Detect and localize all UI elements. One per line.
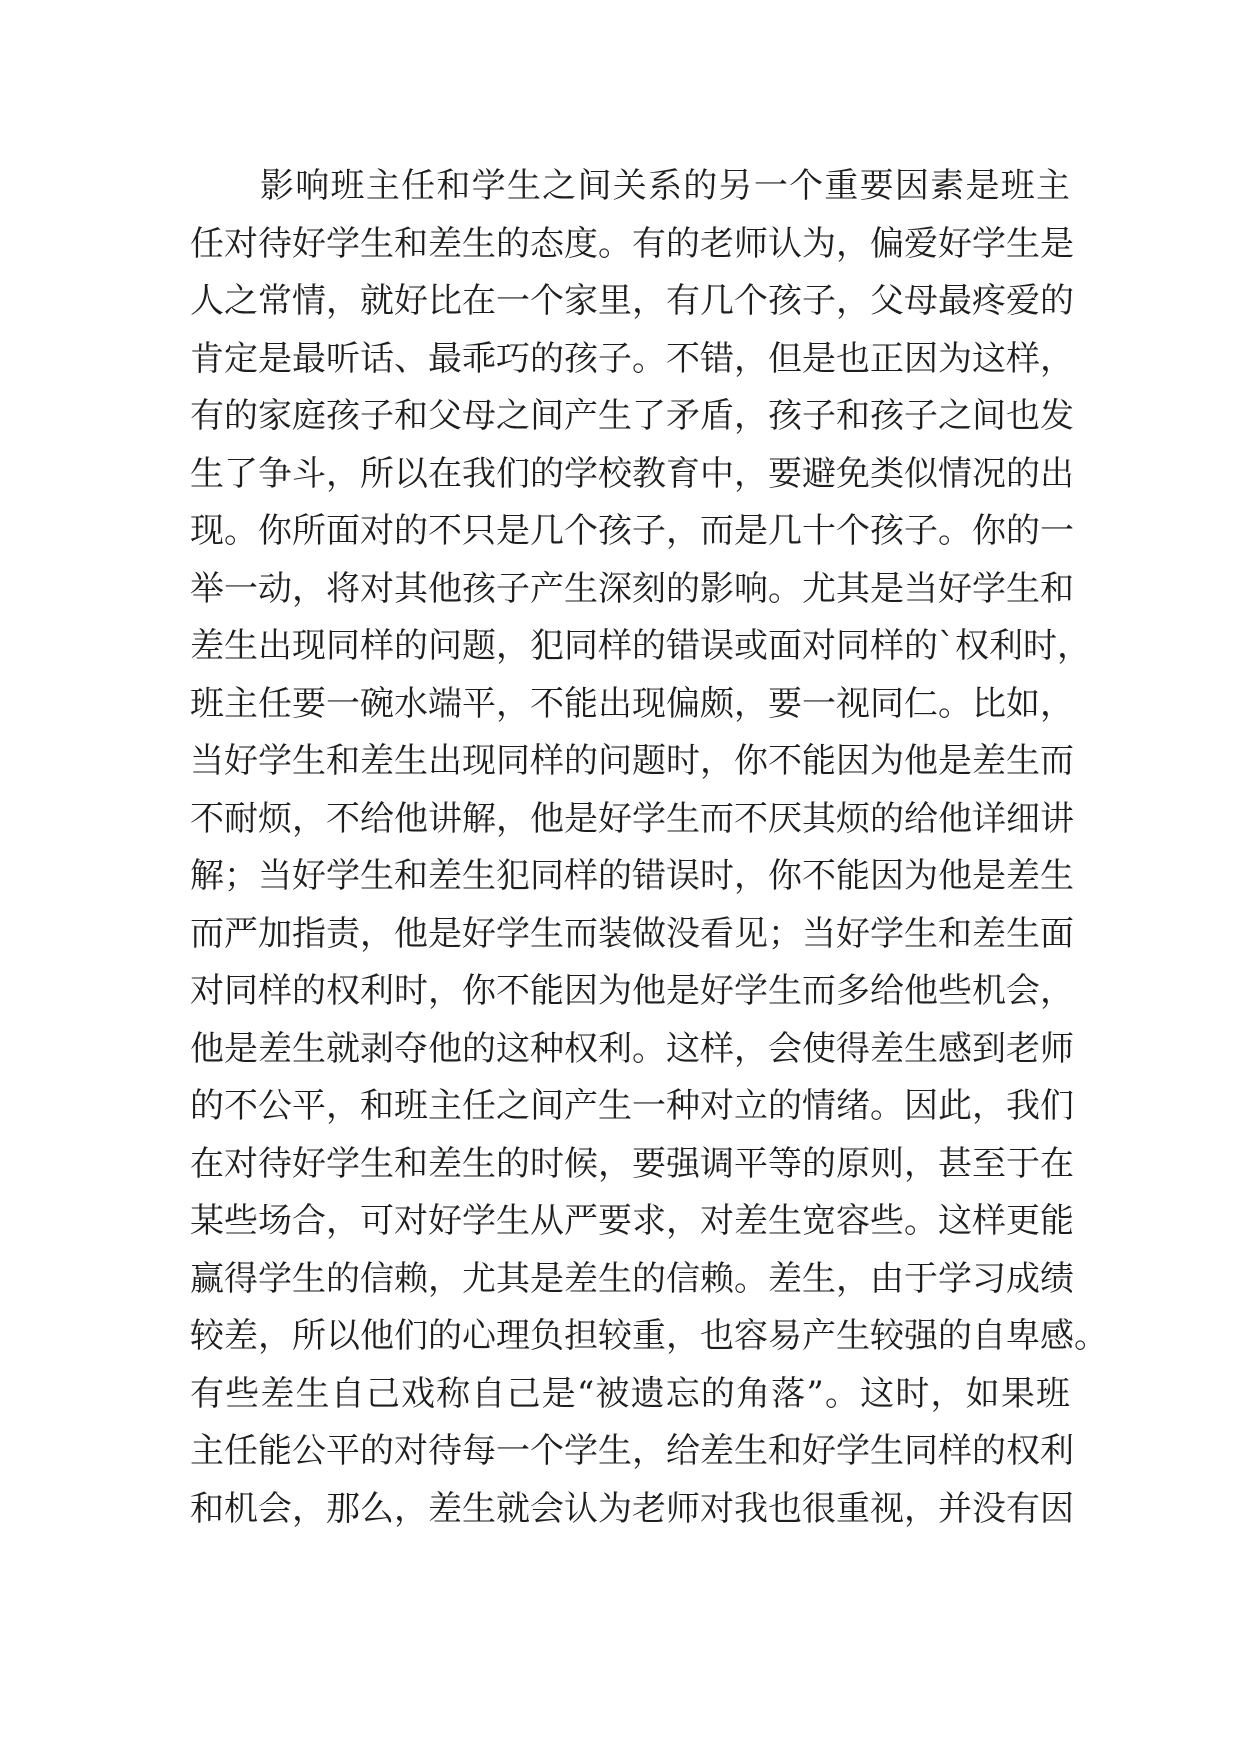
text-line: 班主任要一碗水端平，不能出现偏颇，要一视同仁。比如， bbox=[190, 683, 1074, 724]
text-line: 赢得学生的信赖，尤其是差生的信赖。差生，由于学习成绩 bbox=[190, 1258, 1074, 1299]
text-line: 在对待好学生和差生的时候，要强调平等的原则，甚至于在 bbox=[190, 1143, 1074, 1184]
text-line: 有的家庭孩子和父母之间产生了矛盾，孩子和孩子之间也发 bbox=[190, 396, 1074, 436]
text-line: 对同样的权利时，你不能因为他是好学生而多给他些机会， bbox=[190, 971, 1074, 1011]
text-line: 现。你所面对的不只是几个孩子，而是几十个孩子。你的一 bbox=[190, 511, 1074, 551]
text-line: 他是差生就剥夺他的这种权利。这样，会使得差生感到老师 bbox=[190, 1028, 1074, 1069]
text-line: 肯定是最听话、最乖巧的孩子。不错，但是也正因为这样， bbox=[190, 338, 1074, 379]
text-line: 不耐烦，不给他讲解，他是好学生而不厌其烦的给他详细讲 bbox=[190, 798, 1074, 839]
text-line: 解；当好学生和差生犯同样的错误时，你不能因为他是差生 bbox=[190, 856, 1074, 896]
text-line: 生了争斗，所以在我们的学校教育中，要避免类似情况的出 bbox=[190, 453, 1074, 494]
text-line: 的不公平，和班主任之间产生一种对立的情绪。因此，我们 bbox=[190, 1086, 1074, 1126]
text-line: 较差，所以他们的心理负担较重，也容易产生较强的自卑感。 bbox=[190, 1316, 1108, 1356]
text-line: 影响班主任和学生之间关系的另一个重要因素是班主 bbox=[260, 166, 1070, 206]
text-line: 主任能公平的对待每一个学生，给差生和好学生同样的权利 bbox=[190, 1431, 1074, 1471]
text-line: 和机会，那么，差生就会认为老师对我也很重视，并没有因 bbox=[190, 1488, 1074, 1529]
text-line: 当好学生和差生出现同样的问题时，你不能因为他是差生而 bbox=[190, 741, 1074, 781]
text-line: 举一动，将对其他孩子产生深刻的影响。尤其是当好学生和 bbox=[190, 568, 1074, 609]
text-line: 有些差生自己戏称自己是“被遗忘的角落”。这时，如果班 bbox=[190, 1373, 1070, 1414]
text-line: 而严加指责，他是好学生而装做没看见；当好学生和差生面 bbox=[190, 913, 1074, 954]
text-line: 任对待好学生和差生的态度。有的老师认为，偏爱好学生是 bbox=[190, 223, 1074, 264]
body-paragraph bbox=[190, 158, 1108, 1538]
text-line: 某些场合，可对好学生从严要求，对差生宽容些。这样更能 bbox=[190, 1201, 1074, 1241]
text-line: 差生出现同样的问题，犯同样的错误或面对同样的`权利时， bbox=[190, 626, 1091, 666]
text-line: 人之常情，就好比在一个家里，有几个孩子，父母最疼爱的 bbox=[190, 281, 1074, 321]
